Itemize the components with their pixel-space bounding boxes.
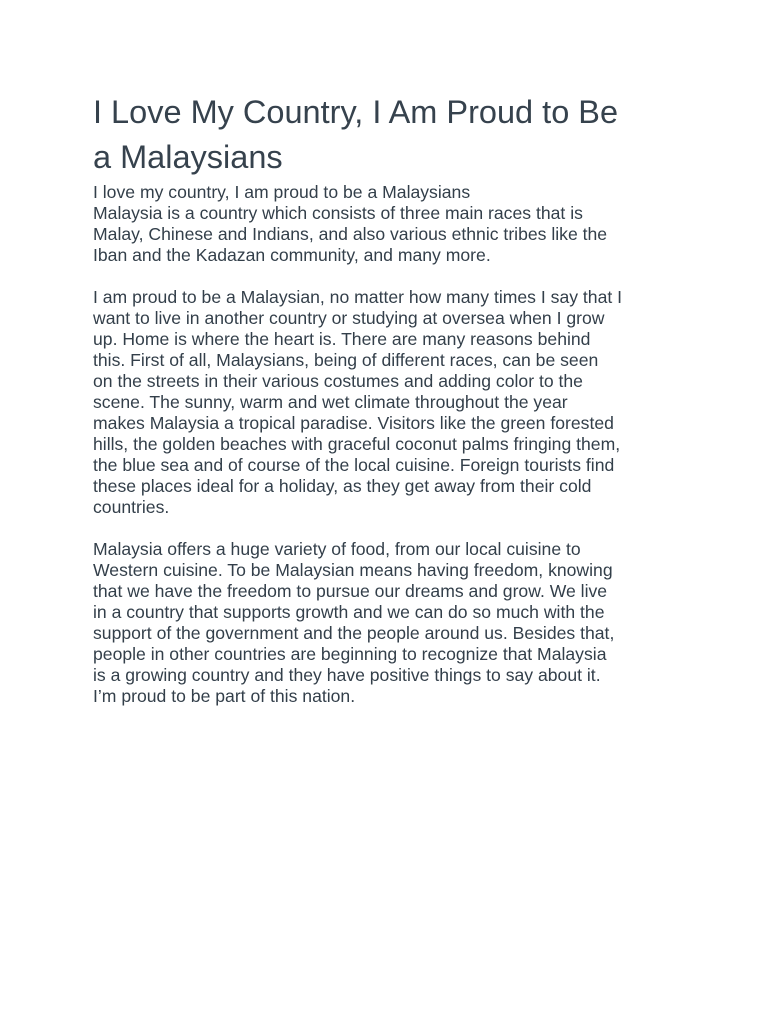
paragraph-food-freedom [93,539,683,707]
title-line: I Love My Country, I Am Proud to Be [93,94,619,130]
text-line: that we have the freedom to pursue our dreams and grow. We live [93,581,608,601]
document-body [93,182,683,707]
text-line: the blue sea and of course of the local cuisine. Foreign tourists find [93,455,615,475]
text-line: I’m proud to be part of this nation. [93,686,356,706]
title-line: a Malaysians [93,139,283,175]
text-line: Malay, Chinese and Indians, and also various ethnic tribes like the [93,224,608,244]
paragraph-spacer [93,266,683,287]
paragraph-pride [93,287,683,518]
paragraph-spacer [93,518,683,539]
text-line: Western cuisine. To be Malaysian means having freedom, knowing [93,560,613,580]
document-page [93,90,683,707]
text-line: Malaysia is a country which consists of three main races that is [93,203,583,223]
paragraph-intro [93,182,683,266]
text-line: up. Home is where the heart is. There are many reasons behind [93,329,591,349]
text-line: scene. The sunny, warm and wet climate throughout the year [93,392,568,412]
text-line: Malaysia offers a huge variety of food, from our local cuisine to [93,539,581,559]
document-title [93,90,683,180]
text-line: I love my country, I am proud to be a Malaysians [93,182,471,202]
text-line: countries. [93,497,170,517]
text-line: these places ideal for a holiday, as they get away from their cold [93,476,592,496]
text-line: is a growing country and they have positive things to say about it. [93,665,601,685]
text-line: makes Malaysia a tropical paradise. Visitors like the green forested [93,413,614,433]
text-line: people in other countries are beginning to recognize that Malaysia [93,644,607,664]
text-line: support of the government and the people around us. Besides that, [93,623,615,643]
text-line: hills, the golden beaches with graceful coconut palms fringing them, [93,434,621,454]
text-line: Iban and the Kadazan community, and many more. [93,245,491,265]
text-line: in a country that supports growth and we can do so much with the [93,602,605,622]
text-line: on the streets in their various costumes and adding color to the [93,371,583,391]
text-line: this. First of all, Malaysians, being of different races, can be seen [93,350,599,370]
text-line: I am proud to be a Malaysian, no matter how many times I say that I [93,287,623,307]
text-line: want to live in another country or studying at oversea when I grow [93,308,605,328]
